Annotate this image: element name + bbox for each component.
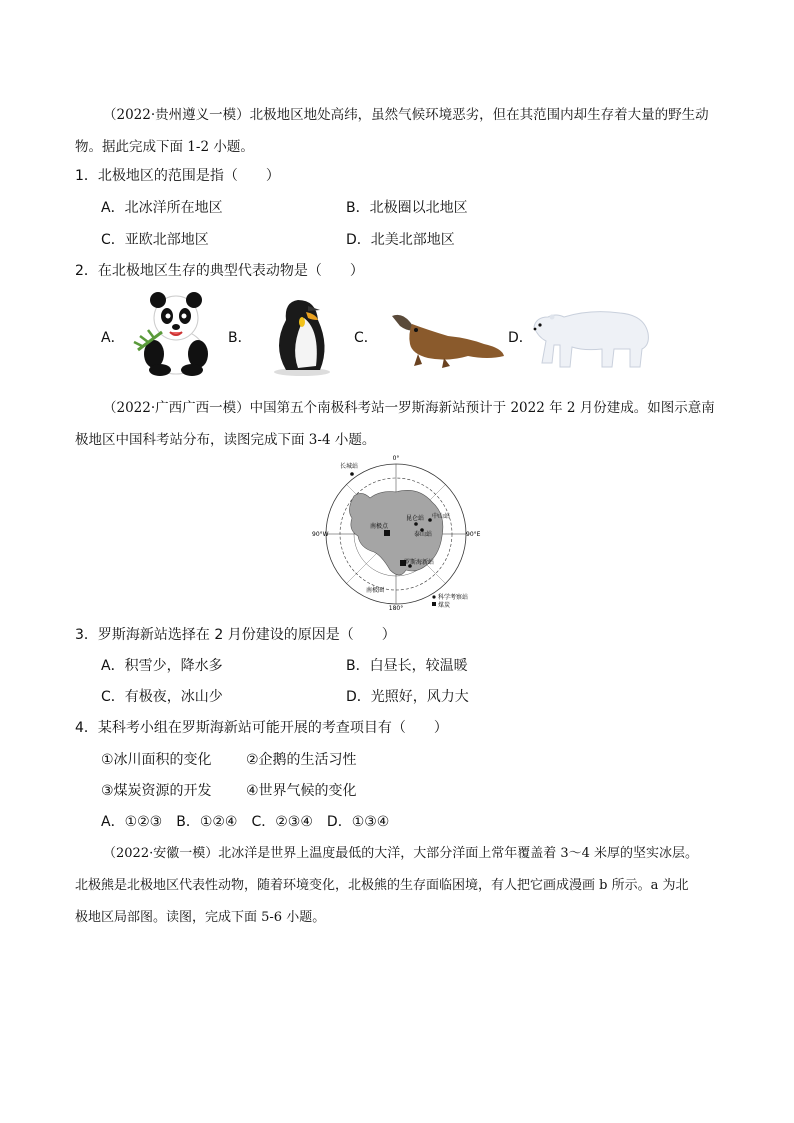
lon-bottom: 180° [388, 605, 404, 612]
q2-option-a[interactable]: A． [101, 330, 125, 346]
intro3-line1: （2022·安徽一模）北冰洋是世界上温度最低的大洋，大部分洋面上常年覆盖着 3～4 米厚的坚实冰层。 [103, 846, 699, 861]
q1-option-a[interactable]: A．北冰洋所在地区 [101, 200, 223, 216]
polar-bear-image [530, 305, 652, 371]
q4-stem: 4．某科考小组在罗斯海新站可能开展的考查项目有（ ） [75, 720, 448, 736]
q4-options[interactable]: A．①②③ B．①②④ C．②③④ D．①③④ [101, 814, 390, 830]
q1-option-b[interactable]: B．北极圈以北地区 [346, 200, 468, 216]
q2-option-b[interactable]: B． [228, 330, 252, 346]
q3-option-b[interactable]: B．白昼长，较温暖 [346, 658, 468, 674]
label-antarctic-circle: 南极圈 [366, 587, 385, 594]
q3-option-d[interactable]: D．光照好，风力大 [346, 689, 469, 705]
q3-option-a[interactable]: A．积雪少，降水多 [101, 658, 223, 674]
label-kunlun: 昆仑站 [406, 515, 425, 522]
intro2-line2: 极地区中国科考站分布，读图完成下面 3-4 小题。 [75, 432, 376, 448]
intro3-line2: 北极熊是北极地区代表性动物，随着环境变化，北极熊的生存面临困境，有人把它画成漫画 b 所示。a 为北 [75, 878, 689, 893]
intro2-line1: （2022·广西广西一模）中国第五个南极科考站一罗斯海新站预计于 2022 年 2 月份建成。如图示意南 [103, 400, 715, 416]
q2-stem: 2．在北极地区生存的典型代表动物是（ ） [75, 263, 364, 279]
q1-stem: 1．北极地区的范围是指（ ） [75, 168, 280, 184]
q3-option-c[interactable]: C．有极夜，冰山少 [101, 689, 223, 705]
q4-item-3: ③煤炭资源的开发 [101, 783, 212, 799]
q4-item-4: ④世界气候的变化 [246, 783, 357, 799]
antarctic-map [310, 452, 490, 612]
q2-option-c[interactable]: C． [354, 330, 378, 346]
label-taishan: 泰山站 [414, 531, 433, 538]
q4-item-1: ①冰川面积的变化 [101, 752, 212, 768]
south-pole-marker [384, 530, 390, 536]
q1-option-d[interactable]: D．北美北部地区 [346, 232, 455, 248]
legend-station-symbol [432, 595, 435, 598]
lon-left: 90°W [312, 531, 329, 538]
legend-coal: 煤炭 [438, 602, 451, 609]
lon-top: 0° [392, 455, 400, 462]
station-marker-kunlun [414, 522, 418, 526]
penguin-image [268, 296, 338, 376]
intro1-line2: 物。据此完成下面 1-2 小题。 [75, 139, 254, 155]
label-rosssea: 罗斯海新站 [404, 559, 435, 566]
platypus-image [388, 310, 506, 372]
station-marker-changcheng [350, 472, 354, 476]
intro1-line1: （2022·贵州遵义一模）北极地区地处高纬，虽然气候环境恶劣，但在其范围内却生存着大量的野生动 [103, 107, 709, 123]
q1-option-c[interactable]: C．亚欧北部地区 [101, 232, 209, 248]
label-changcheng: 长城站 [340, 463, 359, 470]
q4-item-2: ②企鹅的生活习性 [246, 752, 357, 768]
q3-stem: 3．罗斯海新站选择在 2 月份建设的原因是（ ） [75, 627, 396, 643]
panda-image [132, 292, 220, 376]
legend-coal-symbol [432, 602, 436, 606]
label-zhongshan: 中山站 [432, 513, 451, 520]
legend-station: 科学考察站 [438, 594, 469, 601]
label-south-pole: 南极点 [370, 523, 389, 530]
q2-option-d[interactable]: D． [508, 330, 533, 346]
lon-right: 90°E [466, 531, 481, 538]
intro3-line3: 极地区局部图。读图，完成下面 5-6 小题。 [75, 910, 326, 925]
